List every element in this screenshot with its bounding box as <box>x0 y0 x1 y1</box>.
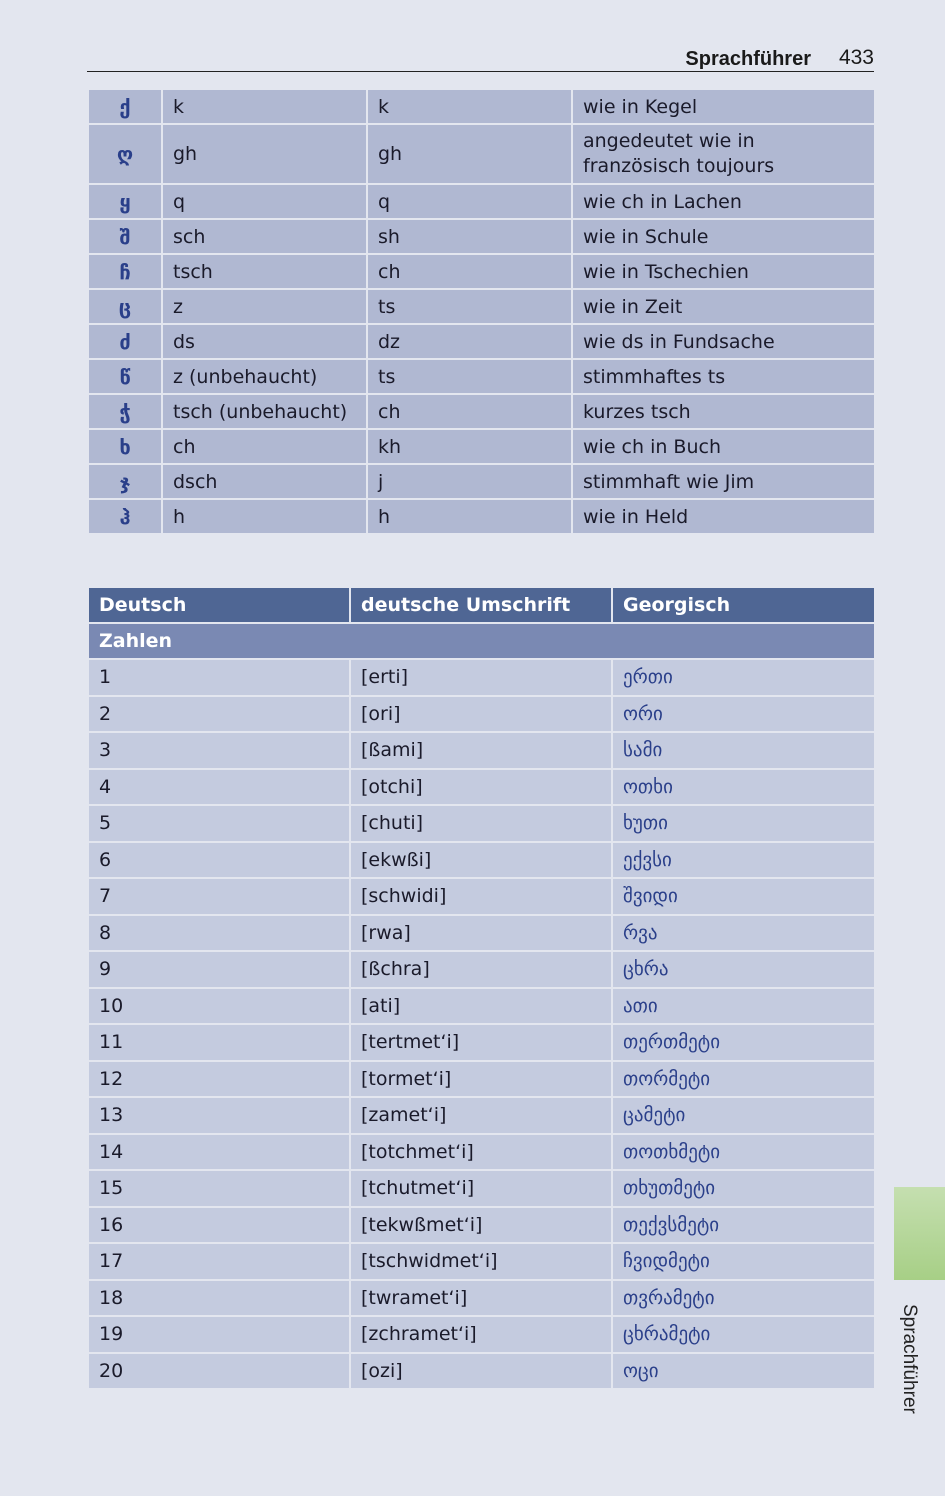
georgian-word: თორმეტი <box>612 1061 875 1098</box>
header-georgisch: Georgisch <box>612 587 875 623</box>
georgian-word: ერთი <box>612 659 875 696</box>
transcription: [tekwßmet‘i] <box>350 1207 612 1244</box>
german-transcription: tsch <box>162 254 367 289</box>
english-transcription: sh <box>367 219 572 254</box>
side-chapter-label: Sprachführer <box>899 1304 920 1414</box>
transcription: [chuti] <box>350 805 612 842</box>
table-row <box>88 1134 875 1171</box>
table-row <box>88 1207 875 1244</box>
german-number: 19 <box>88 1316 350 1353</box>
table-row <box>88 499 875 534</box>
english-transcription: j <box>367 464 572 499</box>
english-transcription: q <box>367 184 572 219</box>
german-number: 7 <box>88 878 350 915</box>
german-number: 13 <box>88 1097 350 1134</box>
table-row <box>88 769 875 806</box>
georgian-letter: ყ <box>88 184 162 219</box>
transcription: [tchutmet‘i] <box>350 1170 612 1207</box>
german-number: 12 <box>88 1061 350 1098</box>
pronunciation-note: stimmhaft wie Jim <box>572 464 875 499</box>
page-header <box>87 44 874 72</box>
pronunciation-note: wie in Held <box>572 499 875 534</box>
german-transcription: z (unbehaucht) <box>162 359 367 394</box>
table-row <box>88 805 875 842</box>
german-transcription: tsch (unbehaucht) <box>162 394 367 429</box>
georgian-word: სამი <box>612 732 875 769</box>
georgian-letter: ქ <box>88 89 162 124</box>
page-number: 433 <box>838 46 874 69</box>
table-row <box>88 254 875 289</box>
english-transcription: k <box>367 89 572 124</box>
pronunciation-note: wie in Zeit <box>572 289 875 324</box>
georgian-word: ხუთი <box>612 805 875 842</box>
georgian-word: თვრამეტი <box>612 1280 875 1317</box>
german-number: 6 <box>88 842 350 879</box>
section-row-zahlen <box>88 623 875 659</box>
german-number: 11 <box>88 1024 350 1061</box>
georgian-word: თხუთმეტი <box>612 1170 875 1207</box>
georgian-word: ჩვიდმეტი <box>612 1243 875 1280</box>
table-row <box>88 1243 875 1280</box>
german-transcription: ds <box>162 324 367 359</box>
pronunciation-note: wie ch in Lachen <box>572 184 875 219</box>
transcription: [erti] <box>350 659 612 696</box>
english-transcription: ch <box>367 394 572 429</box>
german-transcription: sch <box>162 219 367 254</box>
georgian-word: ცხრამეტი <box>612 1316 875 1353</box>
georgian-letter: ხ <box>88 429 162 464</box>
german-number: 9 <box>88 951 350 988</box>
english-transcription: ts <box>367 359 572 394</box>
table-row <box>88 1353 875 1390</box>
table-row <box>88 429 875 464</box>
german-number: 5 <box>88 805 350 842</box>
transcription: [zamet‘i] <box>350 1097 612 1134</box>
georgian-letter: ჭ <box>88 394 162 429</box>
georgian-letter: შ <box>88 219 162 254</box>
transcription: [ekwßi] <box>350 842 612 879</box>
table-row <box>88 394 875 429</box>
georgian-letter: ძ <box>88 324 162 359</box>
english-transcription: dz <box>367 324 572 359</box>
table-row <box>88 988 875 1025</box>
german-transcription: dsch <box>162 464 367 499</box>
english-transcription: ch <box>367 254 572 289</box>
german-number: 18 <box>88 1280 350 1317</box>
numbers-table <box>87 586 876 1390</box>
georgian-word: ორი <box>612 696 875 733</box>
pronunciation-note: wie ds in Fundsache <box>572 324 875 359</box>
section-title: Sprachführer <box>685 48 811 70</box>
georgian-word: რვა <box>612 915 875 952</box>
transcription: [ßchra] <box>350 951 612 988</box>
german-number: 16 <box>88 1207 350 1244</box>
table-row <box>88 1097 875 1134</box>
georgian-letter: ჩ <box>88 254 162 289</box>
georgian-letter: ც <box>88 289 162 324</box>
transcription: [tertmet‘i] <box>350 1024 612 1061</box>
georgian-letter: ჰ <box>88 499 162 534</box>
german-number: 14 <box>88 1134 350 1171</box>
table-row <box>88 915 875 952</box>
pronunciation-note: kurzes tsch <box>572 394 875 429</box>
german-transcription: h <box>162 499 367 534</box>
german-number: 2 <box>88 696 350 733</box>
table-row <box>88 124 875 184</box>
header-deutsch: Deutsch <box>88 587 350 623</box>
pronunciation-note: angedeutet wie in französisch toujours <box>572 124 875 184</box>
pronunciation-note: wie in Kegel <box>572 89 875 124</box>
chapter-color-tab <box>894 1187 945 1280</box>
table-row <box>88 1280 875 1317</box>
georgian-word: თექვსმეტი <box>612 1207 875 1244</box>
transcription: [ori] <box>350 696 612 733</box>
georgian-word: თერთმეტი <box>612 1024 875 1061</box>
pronunciation-note: wie in Schule <box>572 219 875 254</box>
table-row <box>88 1024 875 1061</box>
table-row <box>88 878 875 915</box>
transcription: [tschwidmet‘i] <box>350 1243 612 1280</box>
georgian-word: ოცი <box>612 1353 875 1390</box>
german-transcription: ch <box>162 429 367 464</box>
transcription: [twramet‘i] <box>350 1280 612 1317</box>
section-label: Zahlen <box>88 623 875 659</box>
table-row <box>88 1316 875 1353</box>
german-transcription: z <box>162 289 367 324</box>
transcription: [schwidi] <box>350 878 612 915</box>
transcription: [zchramet‘i] <box>350 1316 612 1353</box>
georgian-word: ცამეტი <box>612 1097 875 1134</box>
german-transcription: k <box>162 89 367 124</box>
georgian-word: ცხრა <box>612 951 875 988</box>
german-transcription: q <box>162 184 367 219</box>
transcription: [ozi] <box>350 1353 612 1390</box>
german-number: 8 <box>88 915 350 952</box>
georgian-word: ექვსი <box>612 842 875 879</box>
transcription: [ati] <box>350 988 612 1025</box>
georgian-word: ათი <box>612 988 875 1025</box>
transcription: [tormet‘i] <box>350 1061 612 1098</box>
german-number: 4 <box>88 769 350 806</box>
table-row <box>88 219 875 254</box>
german-number: 20 <box>88 1353 350 1390</box>
german-number: 3 <box>88 732 350 769</box>
english-transcription: h <box>367 499 572 534</box>
georgian-word: ოთხი <box>612 769 875 806</box>
georgian-letter: ღ <box>88 124 162 184</box>
pronunciation-note: stimmhaftes ts <box>572 359 875 394</box>
georgian-word: შვიდი <box>612 878 875 915</box>
english-transcription: ts <box>367 289 572 324</box>
table-row <box>88 464 875 499</box>
transcription: [rwa] <box>350 915 612 952</box>
table-row <box>88 732 875 769</box>
english-transcription: kh <box>367 429 572 464</box>
table-row <box>88 659 875 696</box>
georgian-letter: ჯ <box>88 464 162 499</box>
english-transcription: gh <box>367 124 572 184</box>
table-row <box>88 696 875 733</box>
german-number: 1 <box>88 659 350 696</box>
alphabet-table <box>87 88 876 535</box>
table-row <box>88 1061 875 1098</box>
table-row <box>88 89 875 124</box>
table-row <box>88 184 875 219</box>
georgian-letter: წ <box>88 359 162 394</box>
german-transcription: gh <box>162 124 367 184</box>
table-row <box>88 842 875 879</box>
pronunciation-note: wie ch in Buch <box>572 429 875 464</box>
table-row <box>88 324 875 359</box>
georgian-word: თოთხმეტი <box>612 1134 875 1171</box>
pronunciation-note: wie in Tschechien <box>572 254 875 289</box>
german-number: 15 <box>88 1170 350 1207</box>
german-number: 17 <box>88 1243 350 1280</box>
table-row <box>88 951 875 988</box>
table-header-row <box>88 587 875 623</box>
table-row <box>88 289 875 324</box>
table-row <box>88 1170 875 1207</box>
table-row <box>88 359 875 394</box>
german-number: 10 <box>88 988 350 1025</box>
transcription: [otchi] <box>350 769 612 806</box>
transcription: [totchmet‘i] <box>350 1134 612 1171</box>
header-umschrift: deutsche Umschrift <box>350 587 612 623</box>
transcription: [ßami] <box>350 732 612 769</box>
